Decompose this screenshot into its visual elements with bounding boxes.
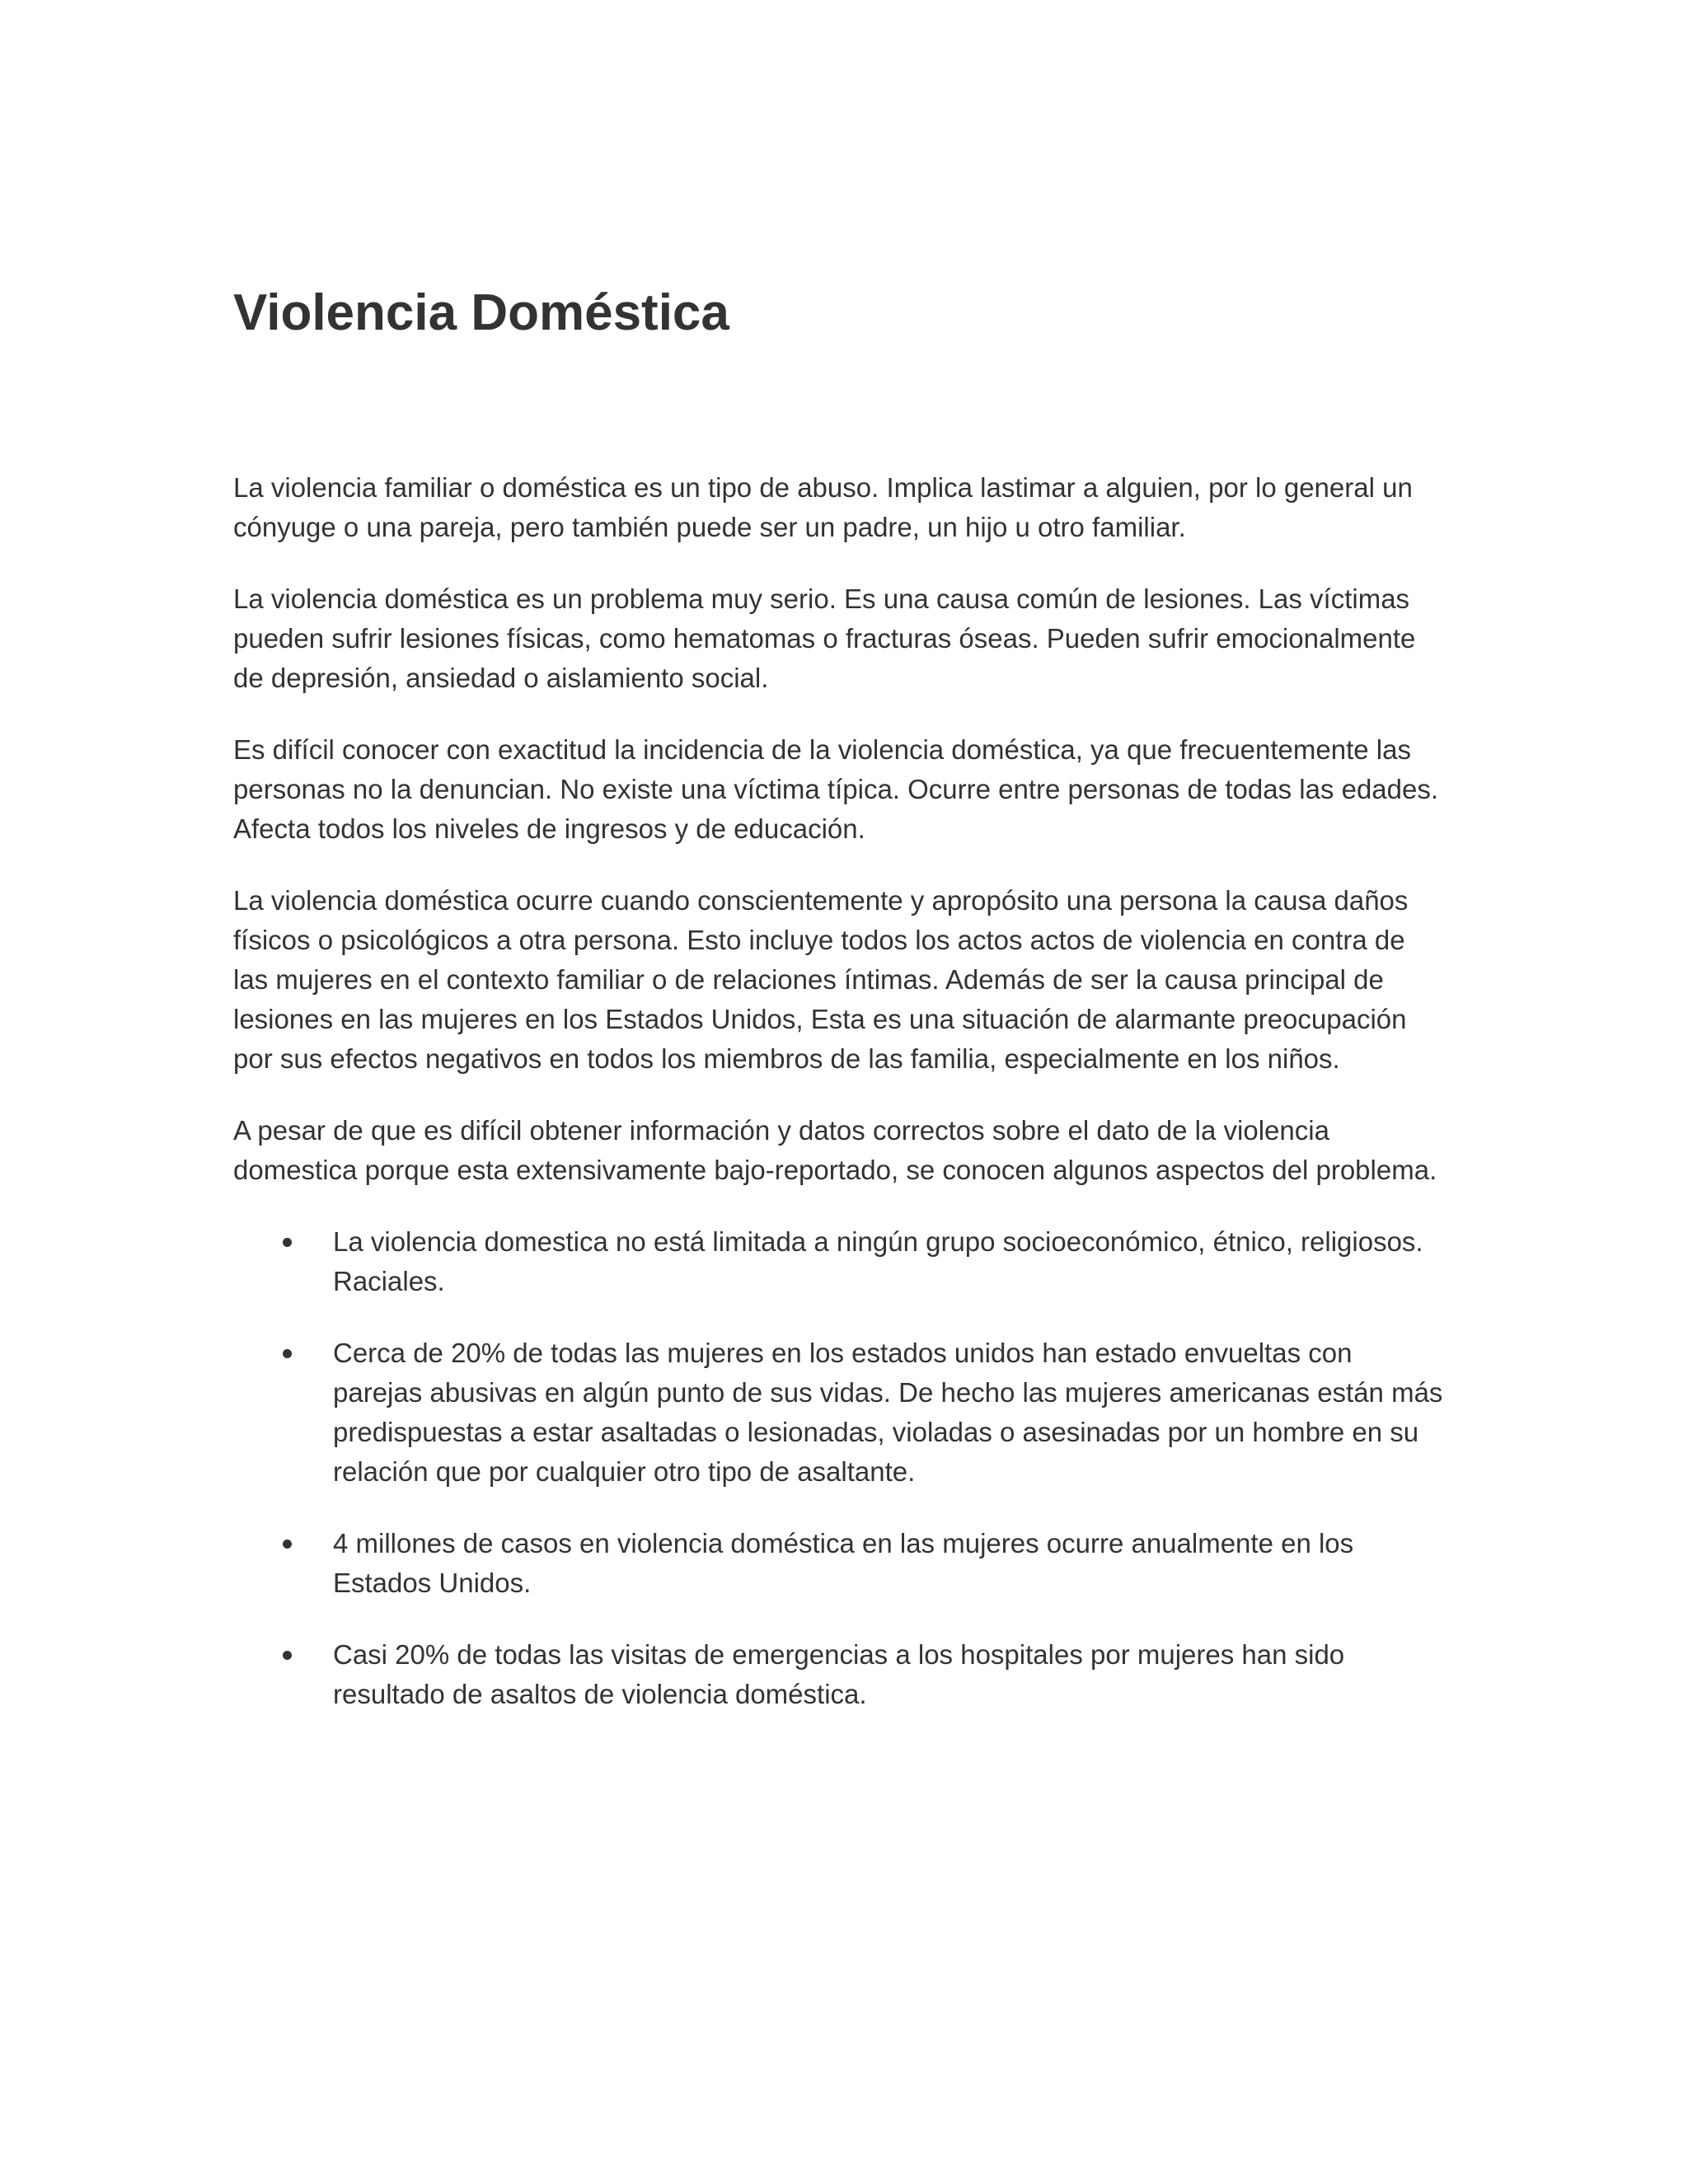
- list-item: [233, 1635, 1445, 1714]
- facts-bullet-list: [233, 1222, 1445, 1714]
- bullet-icon: [283, 1238, 292, 1247]
- document-title: Violencia Doméstica: [233, 284, 729, 341]
- list-item-text: 4 millones de casos en violencia doméstica en las mujeres ocurre anualmente en los Estados Unidos.: [333, 1528, 1354, 1598]
- list-item: [233, 1222, 1445, 1301]
- paragraph-incidence: Es difícil conocer con exactitud la incidencia de la violencia doméstica, ya que frecuentemente las personas no la denuncian. No existe una víctima típica. Ocurre entre personas de todas las edades. Afecta todos los niveles de ingresos y de educación.: [233, 734, 1439, 844]
- list-item: [233, 1524, 1445, 1603]
- list-item-text: Casi 20% de todas las visitas de emergencias a los hospitales por mujeres han sido resultado de asaltos de violencia doméstica.: [333, 1639, 1345, 1709]
- list-item-text: La violencia domestica no está limitada a ningún grupo socioeconómico, étnico, religiosos. Raciales.: [333, 1226, 1423, 1296]
- paragraph-intro: La violencia familiar o doméstica es un tipo de abuso. Implica lastimar a alguien, por lo general un cónyuge o una pareja, pero también puede ser un padre, un hijo u otro familiar.: [233, 472, 1413, 542]
- document-body: [233, 468, 1445, 1746]
- list-item: [233, 1333, 1445, 1492]
- bullet-icon: [283, 1540, 292, 1549]
- list-item-text: Cerca de 20% de todas las mujeres en los estados unidos han estado envueltas con parejas abusivas en algún punto de sus vidas. De hecho las mujeres americanas están más predispuestas a estar asaltadas o lesionadas, violadas o asesinadas por un hombre en su relación que por cualquier otro tipo de asaltante.: [333, 1338, 1443, 1487]
- paragraph-seriousness: La violencia doméstica es un problema muy serio. Es una causa común de lesiones. Las víctimas pueden sufrir lesiones físicas, como hematomas o fracturas óseas. Pueden sufrir emocionalmente de depresión, ansiedad o aislamiento social.: [233, 583, 1416, 693]
- bullet-icon: [283, 1651, 292, 1660]
- bullet-icon: [283, 1349, 292, 1358]
- paragraph-definition: La violencia doméstica ocurre cuando conscientemente y apropósito una persona la causa daños físicos o psicológicos a otra persona. Esto incluye todos los actos actos de violencia en contra de las mujeres en el contexto familiar o de relaciones íntimas. Además de ser la causa principal de lesiones en las mujeres en los Estados Unidos, Esta es una situación de alarmante preocupación por sus efectos negativos en todos los miembros de las familia, especialmente en los niños.: [233, 885, 1409, 1074]
- paragraph-data-difficulty: A pesar de que es difícil obtener información y datos correctos sobre el dato de la violencia domestica porque esta extensivamente bajo-reportado, se conocen algunos aspectos del problema.: [233, 1115, 1437, 1185]
